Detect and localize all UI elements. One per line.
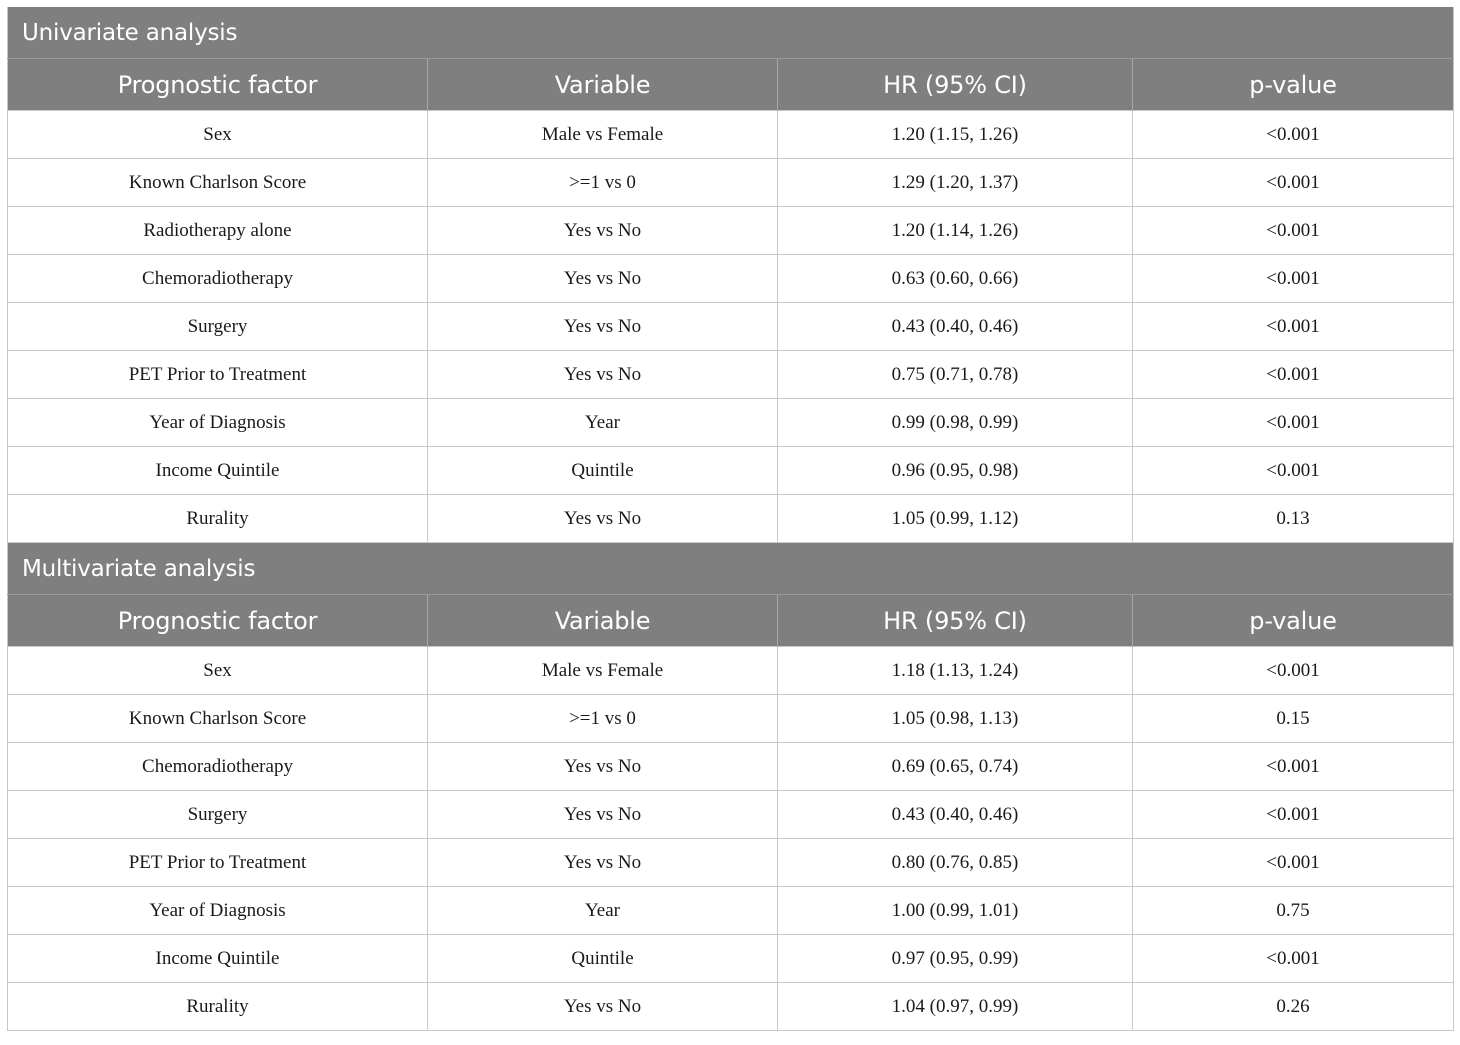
prognostic-factor-cell: PET Prior to Treatment [8,351,428,399]
hazard-ratio-cell: 1.18 (1.13, 1.24) [778,647,1133,695]
column-header-row [8,59,1454,111]
prognostic-factor-cell: Income Quintile [8,935,428,983]
column-header: p-value [1133,595,1454,647]
prognostic-factor-cell: Chemoradiotherapy [8,743,428,791]
table-row [8,887,1454,935]
prognostic-factor-cell: Year of Diagnosis [8,887,428,935]
hazard-ratio-table [7,7,1454,1031]
hazard-ratio-cell: 1.20 (1.14, 1.26) [778,207,1133,255]
prognostic-factor-cell: Known Charlson Score [8,159,428,207]
section-header-row [8,543,1454,595]
variable-cell: Yes vs No [428,351,778,399]
results-table-container [7,7,1453,1031]
prognostic-factor-cell: Sex [8,647,428,695]
prognostic-factor-cell: Radiotherapy alone [8,207,428,255]
prognostic-factor-cell: Chemoradiotherapy [8,255,428,303]
prognostic-factor-cell: Surgery [8,303,428,351]
variable-cell: Yes vs No [428,255,778,303]
p-value-cell: 0.15 [1133,695,1454,743]
p-value-cell: 0.26 [1133,983,1454,1031]
variable-cell: >=1 vs 0 [428,159,778,207]
p-value-cell: <0.001 [1133,255,1454,303]
table-row [8,351,1454,399]
table-row [8,303,1454,351]
variable-cell: Male vs Female [428,111,778,159]
variable-cell: Yes vs No [428,495,778,543]
table-row [8,447,1454,495]
variable-cell: Quintile [428,447,778,495]
section-title: Multivariate analysis [8,543,1454,595]
prognostic-factor-cell: PET Prior to Treatment [8,839,428,887]
table-row [8,647,1454,695]
variable-cell: Year [428,399,778,447]
hazard-ratio-cell: 0.97 (0.95, 0.99) [778,935,1133,983]
hazard-ratio-cell: 1.04 (0.97, 0.99) [778,983,1133,1031]
p-value-cell: <0.001 [1133,351,1454,399]
p-value-cell: <0.001 [1133,447,1454,495]
p-value-cell: <0.001 [1133,647,1454,695]
table-row [8,839,1454,887]
hazard-ratio-cell: 1.05 (0.98, 1.13) [778,695,1133,743]
table-row [8,935,1454,983]
hazard-ratio-cell: 0.75 (0.71, 0.78) [778,351,1133,399]
prognostic-factor-cell: Rurality [8,983,428,1031]
hazard-ratio-cell: 0.69 (0.65, 0.74) [778,743,1133,791]
hazard-ratio-cell: 0.80 (0.76, 0.85) [778,839,1133,887]
hazard-ratio-cell: 1.29 (1.20, 1.37) [778,159,1133,207]
hazard-ratio-cell: 1.05 (0.99, 1.12) [778,495,1133,543]
column-header-row [8,595,1454,647]
variable-cell: Quintile [428,935,778,983]
p-value-cell: <0.001 [1133,111,1454,159]
variable-cell: Yes vs No [428,303,778,351]
variable-cell: Year [428,887,778,935]
variable-cell: Yes vs No [428,743,778,791]
p-value-cell: <0.001 [1133,935,1454,983]
p-value-cell: <0.001 [1133,399,1454,447]
variable-cell: >=1 vs 0 [428,695,778,743]
p-value-cell: <0.001 [1133,791,1454,839]
hazard-ratio-cell: 0.96 (0.95, 0.98) [778,447,1133,495]
p-value-cell: <0.001 [1133,159,1454,207]
prognostic-factor-cell: Income Quintile [8,447,428,495]
column-header: Variable [428,595,778,647]
column-header: p-value [1133,59,1454,111]
table-row [8,791,1454,839]
prognostic-factor-cell: Known Charlson Score [8,695,428,743]
table-row [8,695,1454,743]
hazard-ratio-cell: 0.99 (0.98, 0.99) [778,399,1133,447]
table-row [8,399,1454,447]
hazard-ratio-cell: 0.43 (0.40, 0.46) [778,303,1133,351]
section-title: Univariate analysis [8,7,1454,59]
table-row [8,495,1454,543]
p-value-cell: <0.001 [1133,207,1454,255]
variable-cell: Male vs Female [428,647,778,695]
column-header: Variable [428,59,778,111]
p-value-cell: <0.001 [1133,839,1454,887]
prognostic-factor-cell: Surgery [8,791,428,839]
hazard-ratio-cell: 1.20 (1.15, 1.26) [778,111,1133,159]
table-row [8,111,1454,159]
table-row [8,255,1454,303]
hazard-ratio-cell: 0.63 (0.60, 0.66) [778,255,1133,303]
p-value-cell: <0.001 [1133,303,1454,351]
p-value-cell: 0.75 [1133,887,1454,935]
column-header: Prognostic factor [8,595,428,647]
p-value-cell: <0.001 [1133,743,1454,791]
table-body [8,7,1454,1031]
variable-cell: Yes vs No [428,983,778,1031]
column-header: Prognostic factor [8,59,428,111]
variable-cell: Yes vs No [428,839,778,887]
table-row [8,159,1454,207]
prognostic-factor-cell: Year of Diagnosis [8,399,428,447]
table-row [8,207,1454,255]
table-row [8,743,1454,791]
p-value-cell: 0.13 [1133,495,1454,543]
variable-cell: Yes vs No [428,207,778,255]
table-row [8,983,1454,1031]
variable-cell: Yes vs No [428,791,778,839]
hazard-ratio-cell: 0.43 (0.40, 0.46) [778,791,1133,839]
prognostic-factor-cell: Rurality [8,495,428,543]
prognostic-factor-cell: Sex [8,111,428,159]
section-header-row [8,7,1454,59]
hazard-ratio-cell: 1.00 (0.99, 1.01) [778,887,1133,935]
column-header: HR (95% CI) [778,595,1133,647]
column-header: HR (95% CI) [778,59,1133,111]
